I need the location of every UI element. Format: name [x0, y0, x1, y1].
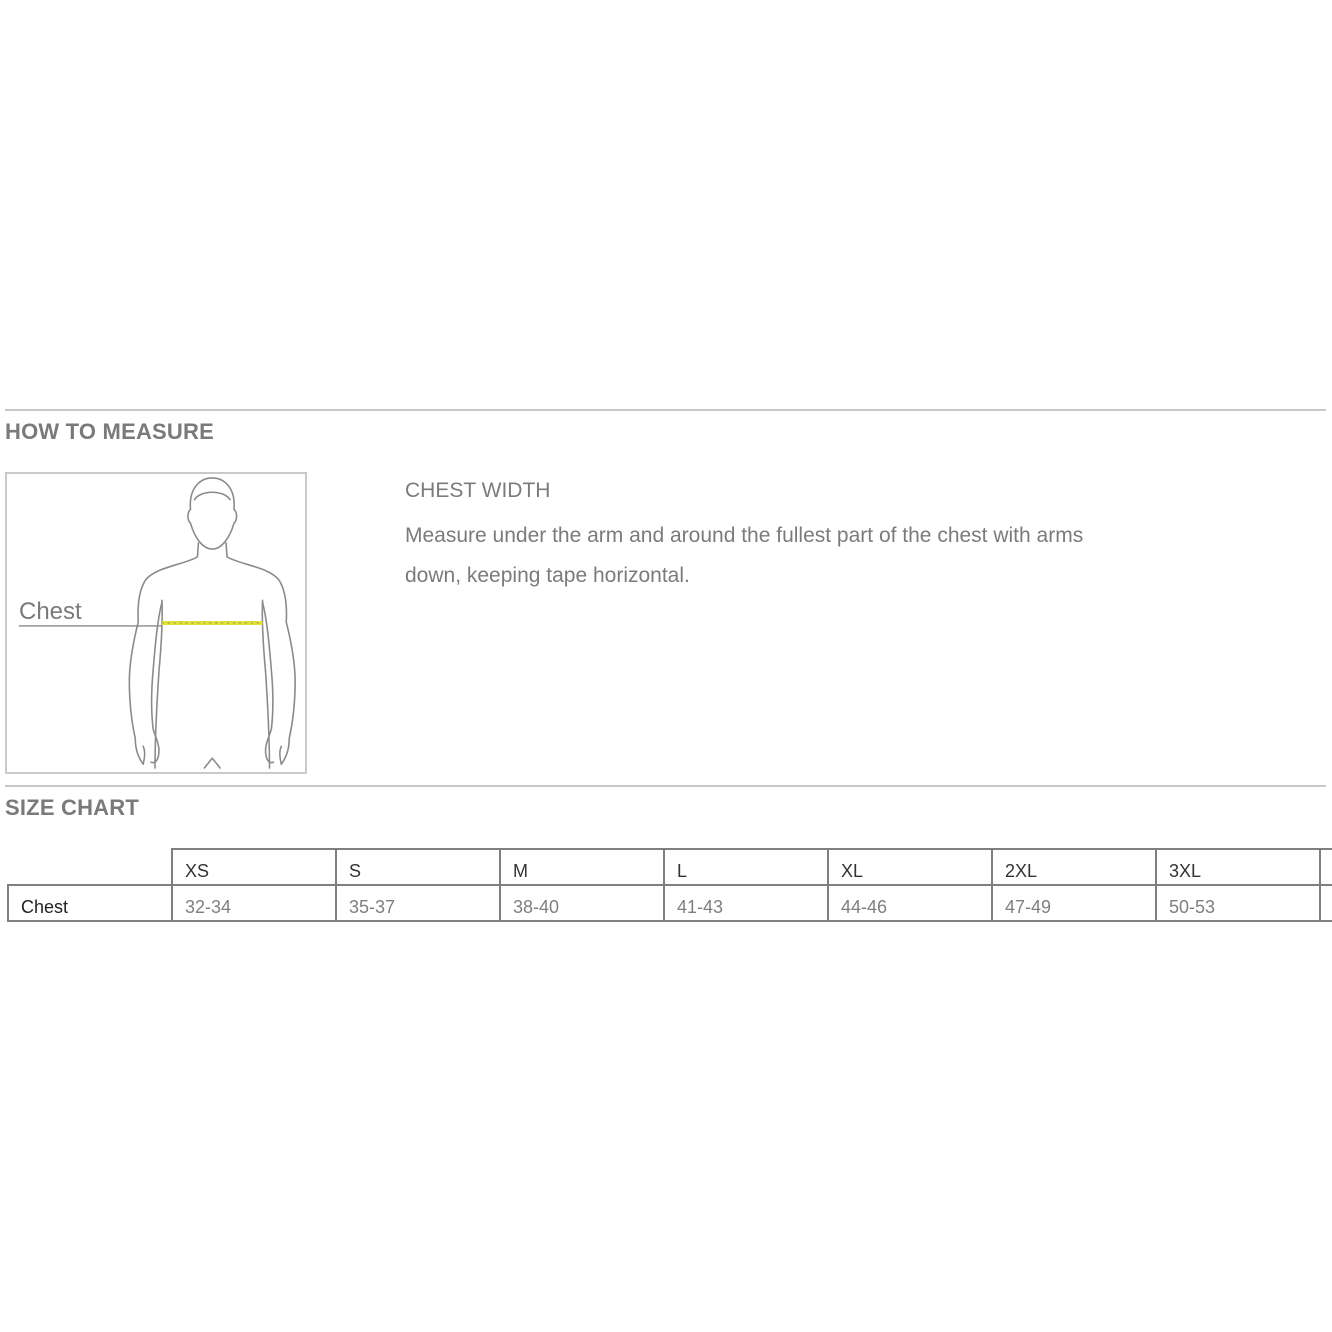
chest-value-xs: 32-34 [172, 885, 336, 921]
chest-value-s: 35-37 [336, 885, 500, 921]
middle-divider [5, 785, 1326, 787]
size-header-xs: XS [172, 849, 336, 885]
how-to-measure-title: HOW TO MEASURE [5, 419, 214, 444]
size-header-l: L [664, 849, 828, 885]
size-header-3xl: 3XL [1156, 849, 1320, 885]
measure-instructions [405, 476, 1105, 596]
chest-value-3xl: 50-53 [1156, 885, 1320, 921]
header-blank-cell [8, 849, 172, 885]
size-header-overflow [1320, 849, 1332, 885]
measure-heading: CHEST WIDTH [405, 479, 551, 502]
measure-description: Measure under the arm and around the fullest part of the chest with arms down, keeping tape horizontal. [405, 524, 1084, 587]
size-header-2xl: 2XL [992, 849, 1156, 885]
chest-value-overflow [1320, 885, 1332, 921]
size-chart-title: SIZE CHART [5, 795, 139, 820]
top-divider [5, 409, 1326, 411]
chest-figure-label: Chest [19, 598, 82, 625]
chest-value-l: 41-43 [664, 885, 828, 921]
row-label-chest: Chest [8, 885, 172, 921]
size-header-xl: XL [828, 849, 992, 885]
chest-value-xl: 44-46 [828, 885, 992, 921]
size-header-s: S [336, 849, 500, 885]
size-header-row [8, 849, 1332, 885]
body-measurement-figure [5, 472, 307, 774]
size-header-m: M [500, 849, 664, 885]
size-chart-table [7, 848, 1332, 922]
chest-value-m: 38-40 [500, 885, 664, 921]
table-row [8, 885, 1332, 921]
chest-value-2xl: 47-49 [992, 885, 1156, 921]
